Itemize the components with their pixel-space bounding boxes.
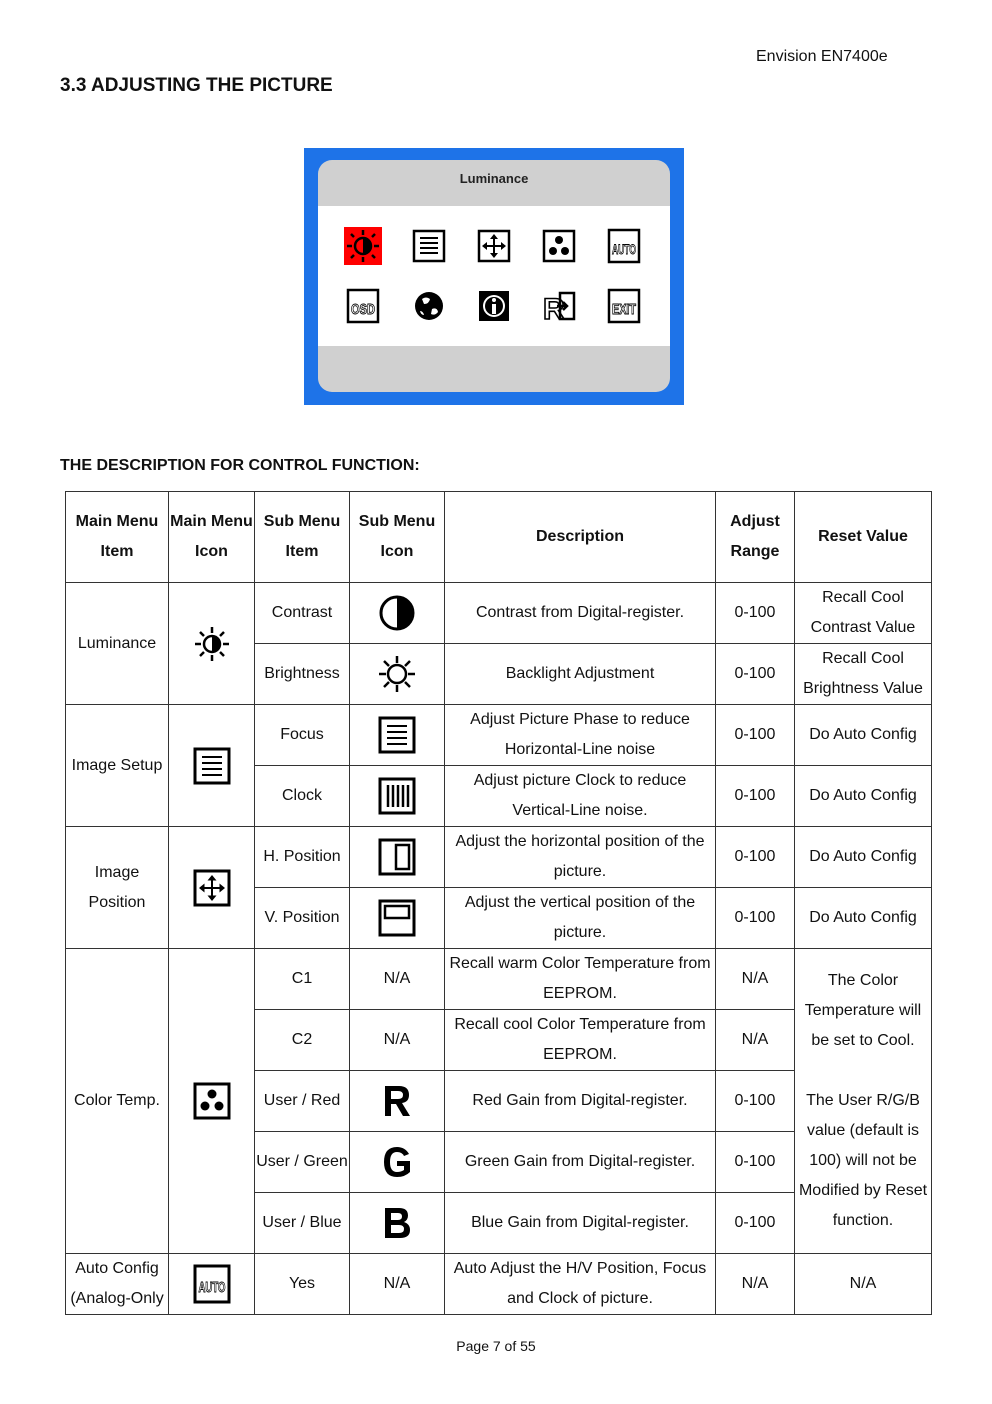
range-c1: N/A [716, 949, 795, 1010]
desc-c2: Recall cool Color Temperature from EEPROM. [445, 1010, 716, 1071]
h-position-icon [377, 837, 417, 877]
auto-config-icon [605, 227, 643, 265]
osd-menu-screenshot [304, 148, 684, 405]
range-c2: N/A [716, 1010, 795, 1071]
svg-text:AUTO: AUTO [612, 241, 637, 257]
sub-item-brightness: Brightness [255, 644, 350, 705]
reset-h-position: Do Auto Config [795, 827, 932, 888]
group-image-setup: Image Setup [66, 705, 169, 827]
range-focus: 0-100 [716, 705, 795, 766]
sub-item-focus: Focus [255, 705, 350, 766]
header-main-menu-item: Main Menu Item [66, 492, 169, 583]
sub-item-h-position: H. Position [255, 827, 350, 888]
header-description: Description [445, 492, 716, 583]
exit-icon [605, 287, 643, 325]
reset-contrast: Recall Cool Contrast Value [795, 583, 932, 644]
contrast-icon [377, 593, 417, 633]
range-brightness: 0-100 [716, 644, 795, 705]
range-contrast: 0-100 [716, 583, 795, 644]
page-footer: Page 7 of 55 [456, 1338, 536, 1354]
color-temp-icon [192, 1081, 232, 1121]
reset-auto-config: N/A [795, 1254, 932, 1315]
table-row [66, 949, 932, 1010]
group-luminance: Luminance [66, 583, 169, 705]
v-position-icon [377, 898, 417, 938]
svg-text:AUTO: AUTO [198, 1279, 226, 1296]
reset-clock: Do Auto Config [795, 766, 932, 827]
desc-focus: Adjust Picture Phase to reduce Horizontal-Line noise [445, 705, 716, 766]
reset-brightness: Recall Cool Brightness Value [795, 644, 932, 705]
header-product: Envision EN7400e [756, 48, 888, 65]
sub-item-c2: C2 [255, 1010, 350, 1071]
sub-icon-c1: N/A [350, 949, 445, 1010]
osd-icon-grid [318, 206, 670, 346]
sub-icon-c2: N/A [350, 1010, 445, 1071]
focus-icon [377, 715, 417, 755]
image-position-icon [192, 868, 232, 908]
input-select-icon [540, 287, 578, 325]
range-auto-config: N/A [716, 1254, 795, 1315]
desc-user-red: Red Gain from Digital-register. [445, 1071, 716, 1132]
color-temp-icon [540, 227, 578, 265]
svg-text:EXIT: EXIT [612, 301, 636, 318]
table-row [66, 583, 932, 644]
desc-auto-config: Auto Adjust the H/V Position, Focus and Clock of picture. [445, 1254, 716, 1315]
osd-icon [344, 287, 382, 325]
header-adjust-range: Adjust Range [716, 492, 795, 583]
sub-item-user-red: User / Red [255, 1071, 350, 1132]
reset-v-position: Do Auto Config [795, 888, 932, 949]
luminance-icon [344, 227, 382, 265]
description-title: THE DESCRIPTION FOR CONTROL FUNCTION: [60, 457, 420, 474]
control-function-table [65, 491, 932, 1315]
brightness-icon [377, 654, 417, 694]
header-main-menu-icon: Main Menu Icon [169, 492, 255, 583]
osd-panel [318, 160, 670, 392]
table-row [66, 827, 932, 888]
range-clock: 0-100 [716, 766, 795, 827]
range-user-green: 0-100 [716, 1132, 795, 1193]
table-row [66, 705, 932, 766]
osd-title: Luminance [459, 171, 529, 186]
table-row [66, 1254, 932, 1315]
range-user-red: 0-100 [716, 1071, 795, 1132]
header-sub-menu-icon: Sub Menu Icon [350, 492, 445, 583]
green-icon [377, 1142, 417, 1182]
svg-text:OSD: OSD [351, 301, 376, 318]
desc-clock: Adjust picture Clock to reduce Vertical-Line noise. [445, 766, 716, 827]
language-icon [410, 287, 448, 325]
image-position-icon [475, 227, 513, 265]
group-color-temp: Color Temp. [66, 949, 169, 1254]
range-user-blue: 0-100 [716, 1193, 795, 1254]
section-title: 3.3 ADJUSTING THE PICTURE [60, 75, 333, 96]
reset-color-temp [795, 949, 932, 1254]
desc-user-blue: Blue Gain from Digital-register. [445, 1193, 716, 1254]
sub-item-user-blue: User / Blue [255, 1193, 350, 1254]
sub-item-c1: C1 [255, 949, 350, 1010]
group-auto-config: Auto Config (Analog-Only [66, 1254, 169, 1315]
table-header-row [66, 492, 932, 583]
sub-item-auto-yes: Yes [255, 1254, 350, 1315]
reset-color-temp-cool: The Color Temperature will be set to Cool. [804, 972, 922, 1049]
image-setup-icon [410, 227, 448, 265]
clock-icon [377, 776, 417, 816]
sub-item-v-position: V. Position [255, 888, 350, 949]
auto-config-icon [192, 1264, 232, 1304]
reset-color-temp-user: The User R/G/B value (default is 100) will not be Modified by Reset function. [798, 1092, 928, 1229]
desc-user-green: Green Gain from Digital-register. [445, 1132, 716, 1193]
reset-focus: Do Auto Config [795, 705, 932, 766]
desc-contrast: Contrast from Digital-register. [445, 583, 716, 644]
information-icon [475, 287, 513, 325]
header-sub-menu-item: Sub Menu Item [255, 492, 350, 583]
range-h-position: 0-100 [716, 827, 795, 888]
red-icon [377, 1081, 417, 1121]
range-v-position: 0-100 [716, 888, 795, 949]
sub-item-clock: Clock [255, 766, 350, 827]
sub-icon-auto: N/A [350, 1254, 445, 1315]
desc-brightness: Backlight Adjustment [445, 644, 716, 705]
sub-item-user-green: User / Green [255, 1132, 350, 1193]
group-image-position: Image Position [66, 827, 169, 949]
desc-h-position: Adjust the horizontal position of the picture. [445, 827, 716, 888]
desc-c1: Recall warm Color Temperature from EEPROM. [445, 949, 716, 1010]
sub-item-contrast: Contrast [255, 583, 350, 644]
desc-v-position: Adjust the vertical position of the picture. [445, 888, 716, 949]
header-reset-value: Reset Value [795, 492, 932, 583]
svg-text:R: R [543, 293, 565, 326]
image-setup-icon [192, 746, 232, 786]
luminance-icon [192, 624, 232, 664]
blue-icon [377, 1203, 417, 1243]
